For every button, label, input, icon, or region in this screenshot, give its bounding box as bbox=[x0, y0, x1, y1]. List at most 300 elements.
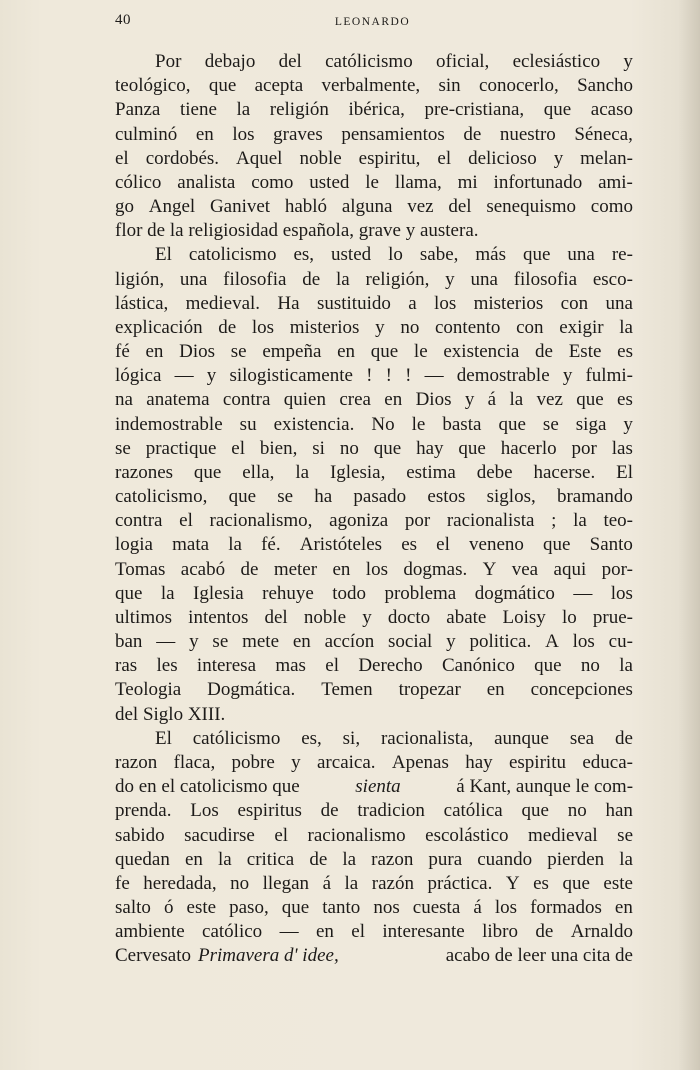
word: los bbox=[434, 292, 457, 314]
word: fulmi- bbox=[585, 365, 633, 387]
word: en bbox=[337, 341, 356, 363]
word: debajo bbox=[204, 51, 256, 72]
word: Iglesia bbox=[193, 582, 244, 604]
word: — bbox=[156, 631, 176, 653]
word: de bbox=[535, 341, 553, 363]
line-text bbox=[115, 824, 633, 848]
word: veneno bbox=[469, 534, 524, 556]
text-line bbox=[115, 340, 633, 364]
word: pre-cristiana, bbox=[424, 99, 525, 121]
text-line bbox=[115, 98, 633, 122]
word: — bbox=[573, 582, 593, 604]
word: Ganivet bbox=[209, 196, 271, 218]
word: dogmas. bbox=[403, 558, 468, 580]
word: las bbox=[611, 437, 633, 459]
word: y bbox=[375, 316, 385, 338]
word: quedan bbox=[115, 848, 170, 870]
word: una bbox=[179, 268, 208, 290]
line-text: flor de la religiosidad española, grave y austera. bbox=[115, 220, 479, 242]
word: por bbox=[404, 510, 431, 532]
word: no bbox=[339, 437, 359, 459]
text-line bbox=[115, 268, 633, 292]
line-text bbox=[115, 630, 633, 654]
word: y bbox=[189, 631, 199, 653]
word: el bbox=[351, 921, 365, 943]
word: Séneca, bbox=[574, 123, 633, 145]
word: El bbox=[616, 461, 633, 483]
word: en bbox=[384, 389, 403, 411]
word: Aquel bbox=[236, 147, 283, 169]
word: y bbox=[464, 389, 475, 411]
word: Canónico bbox=[442, 655, 515, 677]
word: del bbox=[448, 196, 472, 218]
line-text bbox=[115, 872, 633, 896]
word: quien bbox=[283, 389, 326, 411]
word: los bbox=[572, 631, 595, 653]
word: la bbox=[335, 268, 350, 290]
word: catolicismo, bbox=[115, 486, 208, 508]
text-line bbox=[115, 703, 633, 727]
line-text bbox=[115, 98, 633, 122]
word: que bbox=[281, 897, 310, 919]
line-text bbox=[115, 751, 633, 775]
page-number: 40 bbox=[115, 12, 131, 28]
word: tropezar bbox=[398, 679, 461, 701]
text-line bbox=[115, 388, 633, 412]
text-line bbox=[115, 775, 633, 799]
word: ! bbox=[366, 365, 373, 387]
word: Por bbox=[155, 51, 182, 72]
word: es bbox=[617, 389, 633, 411]
word: pasado bbox=[353, 486, 407, 508]
text-line bbox=[115, 630, 633, 654]
word: Los bbox=[190, 800, 219, 822]
word: el bbox=[115, 147, 129, 169]
word: que bbox=[498, 413, 526, 435]
word: ! bbox=[385, 365, 392, 387]
word: meter bbox=[273, 558, 318, 580]
word: es bbox=[533, 872, 549, 894]
word: ha bbox=[314, 486, 333, 508]
word: pobre bbox=[231, 751, 275, 773]
word: acepta bbox=[254, 75, 304, 97]
text-line bbox=[115, 243, 633, 267]
text-line bbox=[115, 558, 633, 582]
word: en bbox=[315, 921, 334, 943]
word: abate bbox=[446, 606, 487, 628]
word: basta bbox=[442, 413, 482, 435]
word: fe bbox=[115, 872, 130, 894]
word: problema bbox=[384, 582, 457, 604]
word: contra bbox=[222, 389, 271, 411]
word: paso, bbox=[229, 897, 269, 919]
word: Angel bbox=[148, 196, 196, 218]
word: verbalmente, bbox=[321, 75, 421, 97]
word: lo bbox=[561, 606, 577, 628]
word: se bbox=[115, 437, 131, 459]
word: el bbox=[437, 147, 452, 169]
word: lógica bbox=[115, 365, 162, 387]
line-text bbox=[115, 340, 633, 364]
word: le bbox=[365, 171, 379, 193]
word: á bbox=[487, 389, 497, 411]
word: El bbox=[155, 727, 172, 749]
line-text-italic: sienta bbox=[355, 776, 401, 798]
word: libro bbox=[482, 921, 518, 943]
word: intentos bbox=[188, 606, 249, 628]
word: anatema bbox=[146, 389, 210, 411]
line-text bbox=[115, 582, 633, 606]
word: católicismo bbox=[192, 727, 281, 749]
word: los bbox=[365, 558, 388, 580]
word: aunque bbox=[494, 727, 549, 749]
word: arcaica. bbox=[317, 751, 376, 773]
line-text bbox=[115, 485, 633, 509]
text-line bbox=[115, 509, 633, 533]
line-text bbox=[115, 654, 633, 678]
word: del bbox=[278, 51, 302, 72]
word: oficial, bbox=[436, 51, 490, 72]
line-text bbox=[115, 678, 633, 702]
word: teo- bbox=[603, 510, 633, 532]
word: aqui bbox=[553, 558, 587, 580]
text-line bbox=[115, 678, 633, 702]
word: racionalismo bbox=[307, 824, 406, 846]
word: Iglesia, bbox=[329, 461, 386, 483]
word: bramando bbox=[556, 486, 633, 508]
word: la bbox=[619, 316, 633, 338]
word: contento bbox=[435, 316, 501, 338]
word: accíon bbox=[324, 631, 375, 653]
word: religión, bbox=[365, 268, 430, 290]
word: que bbox=[373, 437, 402, 459]
word: por- bbox=[601, 558, 633, 580]
line-text bbox=[115, 292, 633, 316]
line-text bbox=[115, 268, 633, 292]
word: Dios bbox=[415, 389, 452, 411]
word: alguna bbox=[341, 196, 393, 218]
word: el bbox=[274, 824, 289, 846]
text-line bbox=[115, 195, 633, 219]
word: sacudirse bbox=[184, 824, 255, 846]
word: ó bbox=[163, 897, 174, 919]
word: Derecho bbox=[358, 655, 423, 677]
word: los bbox=[494, 897, 518, 919]
word: estos bbox=[427, 486, 466, 508]
word: la bbox=[509, 389, 524, 411]
word: cuando bbox=[477, 848, 533, 870]
word: cu- bbox=[608, 631, 633, 653]
line-text bbox=[115, 388, 633, 412]
word: Apenas bbox=[391, 751, 449, 773]
word: llama, bbox=[394, 171, 442, 193]
word: y bbox=[553, 147, 564, 169]
line-text bbox=[115, 316, 633, 340]
word: Dios bbox=[179, 341, 216, 363]
line-text bbox=[115, 413, 633, 437]
word: pierden bbox=[547, 848, 605, 870]
word: ras bbox=[115, 655, 138, 677]
word: cólico bbox=[115, 171, 162, 193]
word: ligión, bbox=[115, 268, 165, 290]
word: esco- bbox=[592, 268, 633, 290]
word: interesante bbox=[382, 921, 465, 943]
word: exigir bbox=[559, 316, 604, 338]
word: en bbox=[184, 848, 203, 870]
line-text: del Siglo XIII. bbox=[115, 703, 226, 725]
word: ibérica, bbox=[348, 99, 405, 121]
word: ! bbox=[405, 365, 412, 387]
word: nuestro bbox=[499, 123, 556, 145]
line-text: do en el catolicismo que bbox=[115, 776, 300, 798]
word: y bbox=[206, 365, 217, 387]
word: silogisticamente bbox=[229, 365, 353, 387]
word: en bbox=[486, 679, 505, 701]
line-text: acabo de leer una cita de bbox=[445, 945, 633, 967]
word: le bbox=[411, 413, 426, 435]
line-text bbox=[115, 558, 633, 582]
word: sin bbox=[438, 75, 461, 97]
word: prenda. bbox=[115, 800, 172, 822]
word: de bbox=[309, 848, 328, 870]
word: na bbox=[115, 389, 133, 411]
text-line bbox=[115, 316, 633, 340]
word: ban bbox=[115, 631, 143, 653]
word: mete bbox=[242, 631, 280, 653]
word: y bbox=[623, 51, 633, 72]
word: racionalismo, bbox=[209, 510, 313, 532]
word: en bbox=[332, 558, 351, 580]
word: Teologia bbox=[115, 679, 182, 701]
text-line bbox=[115, 74, 633, 98]
word: Este bbox=[568, 341, 602, 363]
text-line bbox=[115, 171, 633, 195]
word: catolicismo bbox=[188, 244, 277, 266]
word: docto bbox=[387, 606, 431, 628]
word: llegan bbox=[262, 872, 310, 894]
word: se bbox=[230, 341, 247, 363]
word: logia bbox=[115, 534, 153, 556]
word: es bbox=[617, 341, 633, 363]
word: á bbox=[473, 897, 482, 919]
word: el bbox=[436, 534, 450, 556]
word: misterios bbox=[473, 292, 544, 314]
word: social bbox=[388, 631, 433, 653]
word: han bbox=[605, 800, 633, 822]
word: noble bbox=[299, 147, 342, 169]
word: usted bbox=[331, 244, 372, 266]
text-line bbox=[115, 944, 633, 968]
word: teológico, bbox=[115, 75, 191, 97]
line-text bbox=[155, 50, 633, 74]
word: dogmático bbox=[474, 582, 555, 604]
word: sabido bbox=[115, 824, 165, 846]
word: nos bbox=[373, 897, 400, 919]
word: vez bbox=[536, 389, 563, 411]
word: y bbox=[445, 268, 455, 290]
text-line bbox=[115, 751, 633, 775]
word: que bbox=[208, 75, 237, 97]
text-line bbox=[115, 824, 633, 848]
word: ami- bbox=[598, 171, 633, 193]
word: razón bbox=[371, 872, 414, 894]
word: se bbox=[617, 824, 633, 846]
word: infortunado bbox=[493, 171, 583, 193]
word: ultimos bbox=[115, 606, 173, 628]
word: que bbox=[458, 437, 486, 459]
word: como bbox=[251, 171, 294, 193]
word: Ha bbox=[277, 292, 300, 314]
word: contra bbox=[115, 510, 163, 532]
word: la bbox=[573, 510, 587, 532]
word: católico bbox=[202, 921, 263, 943]
word: razon bbox=[115, 751, 158, 773]
text-line bbox=[115, 292, 633, 316]
word: que bbox=[370, 341, 399, 363]
word: tanto bbox=[322, 897, 361, 919]
text-line bbox=[115, 872, 633, 896]
text-line bbox=[115, 123, 633, 147]
word: bien, bbox=[259, 437, 298, 459]
word: Arnaldo bbox=[570, 921, 633, 943]
word: católicismo bbox=[325, 51, 413, 72]
word: ; bbox=[551, 510, 557, 532]
word: que bbox=[543, 534, 571, 556]
text-line bbox=[115, 654, 633, 678]
word: la bbox=[295, 461, 310, 483]
line-text bbox=[115, 461, 633, 485]
word: el bbox=[231, 437, 246, 459]
word: y bbox=[446, 631, 456, 653]
word: que bbox=[522, 244, 551, 266]
word: del bbox=[264, 606, 288, 628]
word: espiritus bbox=[237, 800, 302, 822]
word: cordobés. bbox=[145, 147, 220, 169]
word: Y bbox=[505, 872, 520, 894]
line-text bbox=[115, 533, 633, 557]
word: que bbox=[115, 582, 143, 604]
line-text bbox=[155, 727, 633, 751]
word: de bbox=[535, 921, 554, 943]
word: de bbox=[463, 123, 482, 145]
word: tiene bbox=[179, 99, 217, 121]
line-text bbox=[155, 243, 633, 267]
text-line bbox=[115, 50, 633, 74]
word: por bbox=[571, 437, 597, 459]
word: los bbox=[251, 316, 275, 338]
word: católica bbox=[443, 800, 503, 822]
line-text: Cervesato bbox=[115, 945, 191, 967]
line-text bbox=[115, 920, 633, 944]
word: es bbox=[401, 534, 418, 556]
body-text bbox=[115, 50, 633, 969]
word: senequismo bbox=[486, 196, 577, 218]
text-line bbox=[115, 461, 633, 485]
word: no bbox=[567, 800, 587, 822]
word: Panza bbox=[115, 99, 161, 121]
word: el bbox=[325, 655, 339, 677]
word: Dogmática. bbox=[207, 679, 296, 701]
word: hay bbox=[465, 751, 493, 773]
word: y bbox=[291, 751, 301, 773]
word: este bbox=[603, 872, 633, 894]
line-text bbox=[115, 74, 633, 98]
word: no bbox=[580, 655, 600, 677]
line-text bbox=[115, 799, 633, 823]
word: de bbox=[218, 316, 237, 338]
word: y bbox=[623, 413, 633, 435]
word: á bbox=[322, 872, 332, 894]
word: los bbox=[610, 582, 633, 604]
word: Santo bbox=[589, 534, 633, 556]
word: usted bbox=[309, 171, 350, 193]
word: que bbox=[193, 461, 222, 483]
text-line bbox=[115, 533, 633, 557]
word: práctica. bbox=[427, 872, 493, 894]
word: practique bbox=[145, 437, 217, 459]
word: la bbox=[228, 534, 242, 556]
word: misterios bbox=[289, 316, 360, 338]
word: ambiente bbox=[115, 921, 185, 943]
word: en bbox=[195, 123, 214, 145]
word: todo bbox=[332, 582, 367, 604]
word: hacerse. bbox=[533, 461, 596, 483]
word: go bbox=[115, 196, 134, 218]
text-line bbox=[115, 582, 633, 606]
word: les bbox=[156, 655, 178, 677]
word: delicioso bbox=[468, 147, 537, 169]
word: que bbox=[534, 655, 562, 677]
word: eclesiástico bbox=[512, 51, 601, 72]
line-text bbox=[115, 364, 633, 388]
word: indemostrable bbox=[115, 413, 223, 435]
word: en bbox=[292, 631, 311, 653]
word: escolástico bbox=[425, 824, 509, 846]
word: — bbox=[424, 365, 444, 387]
text-line bbox=[115, 364, 633, 388]
word: hacerlo bbox=[500, 437, 557, 459]
word: una bbox=[567, 244, 595, 266]
word: medieval. bbox=[185, 292, 261, 314]
word: Tomas bbox=[115, 558, 166, 580]
word: Loisy bbox=[502, 606, 546, 628]
line-text bbox=[115, 171, 633, 195]
word: con bbox=[560, 292, 589, 314]
text-line bbox=[115, 437, 633, 461]
word: no bbox=[230, 872, 250, 894]
word: flaca, bbox=[173, 751, 216, 773]
word: estima bbox=[406, 461, 456, 483]
word: — bbox=[279, 921, 299, 943]
line-text-italic: Primavera d' idee, bbox=[197, 945, 339, 967]
word: mata bbox=[172, 534, 210, 556]
line-text bbox=[115, 195, 633, 219]
word: que bbox=[562, 872, 590, 894]
word: fé. bbox=[261, 534, 281, 556]
word: No bbox=[371, 413, 395, 435]
word: habló bbox=[284, 196, 328, 218]
word: medieval bbox=[528, 824, 598, 846]
word: racionalista bbox=[446, 510, 535, 532]
word: espiritu, bbox=[358, 147, 421, 169]
word: y bbox=[362, 606, 372, 628]
text-line bbox=[115, 485, 633, 509]
word: melan- bbox=[580, 147, 633, 169]
word: crea bbox=[339, 389, 371, 411]
word: a bbox=[408, 292, 417, 314]
word: analista bbox=[177, 171, 236, 193]
word: como bbox=[590, 196, 633, 218]
